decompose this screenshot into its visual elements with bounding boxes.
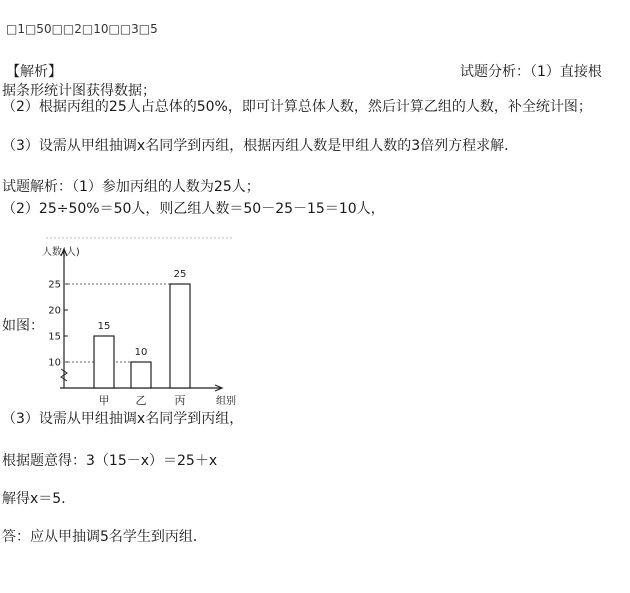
- analysis-title: 【解析】: [6, 64, 62, 80]
- solution-line-3: （3）设需从甲组抽调x名同学到丙组，: [2, 411, 244, 427]
- category-label: 甲: [98, 394, 110, 407]
- y-tick-label: 20: [48, 305, 61, 317]
- bar-value-label: 15: [97, 321, 111, 332]
- y-axis-label: 人数(人): [42, 247, 80, 258]
- y-axis-break: [61, 369, 67, 381]
- bar-chart: [40, 236, 250, 408]
- solution-line-5: 解得x＝5．: [2, 491, 76, 507]
- bar-value-label: 25: [173, 269, 187, 280]
- y-tick-label: 25: [48, 279, 61, 291]
- analysis-line-2: （2）根据丙组的25人占总体的50%，即可计算总体人数，然后计算乙组的人数，补全统计图；: [2, 99, 592, 115]
- bar-甲: [94, 336, 114, 388]
- bar-丙: [170, 284, 190, 388]
- figure-label: 如图：: [2, 318, 44, 334]
- solution-line-2: （2）25÷50%＝50人，则乙组人数＝50－25－15＝10人，: [2, 201, 385, 217]
- bar-乙: [131, 362, 151, 388]
- bar-value-label: 10: [134, 347, 148, 358]
- analysis-line-1: 据条形统计图获得数据；: [2, 83, 156, 99]
- header-line: □1□50□□2□10□□3□5: [6, 22, 158, 36]
- y-tick-label: 10: [48, 357, 61, 369]
- category-label: 丙: [174, 394, 186, 407]
- y-tick-label: 15: [48, 331, 61, 343]
- category-label: 乙: [135, 394, 147, 407]
- analysis-line-3: （3）设需从甲组抽调x名同学到丙组，根据丙组人数是甲组人数的3倍列方程求解．: [2, 138, 519, 154]
- solution-line-1: 试题解析：（1）参加丙组的人数为25人；: [2, 179, 260, 195]
- x-axis-label: 组别: [216, 396, 236, 407]
- solution-line-4: 根据题意得：3（15－x）＝25＋x: [2, 453, 218, 469]
- solution-answer: 答：应从甲抽调5名学生到丙组．: [2, 529, 207, 545]
- analysis-label: 试题分析：（1）直接根: [460, 64, 602, 80]
